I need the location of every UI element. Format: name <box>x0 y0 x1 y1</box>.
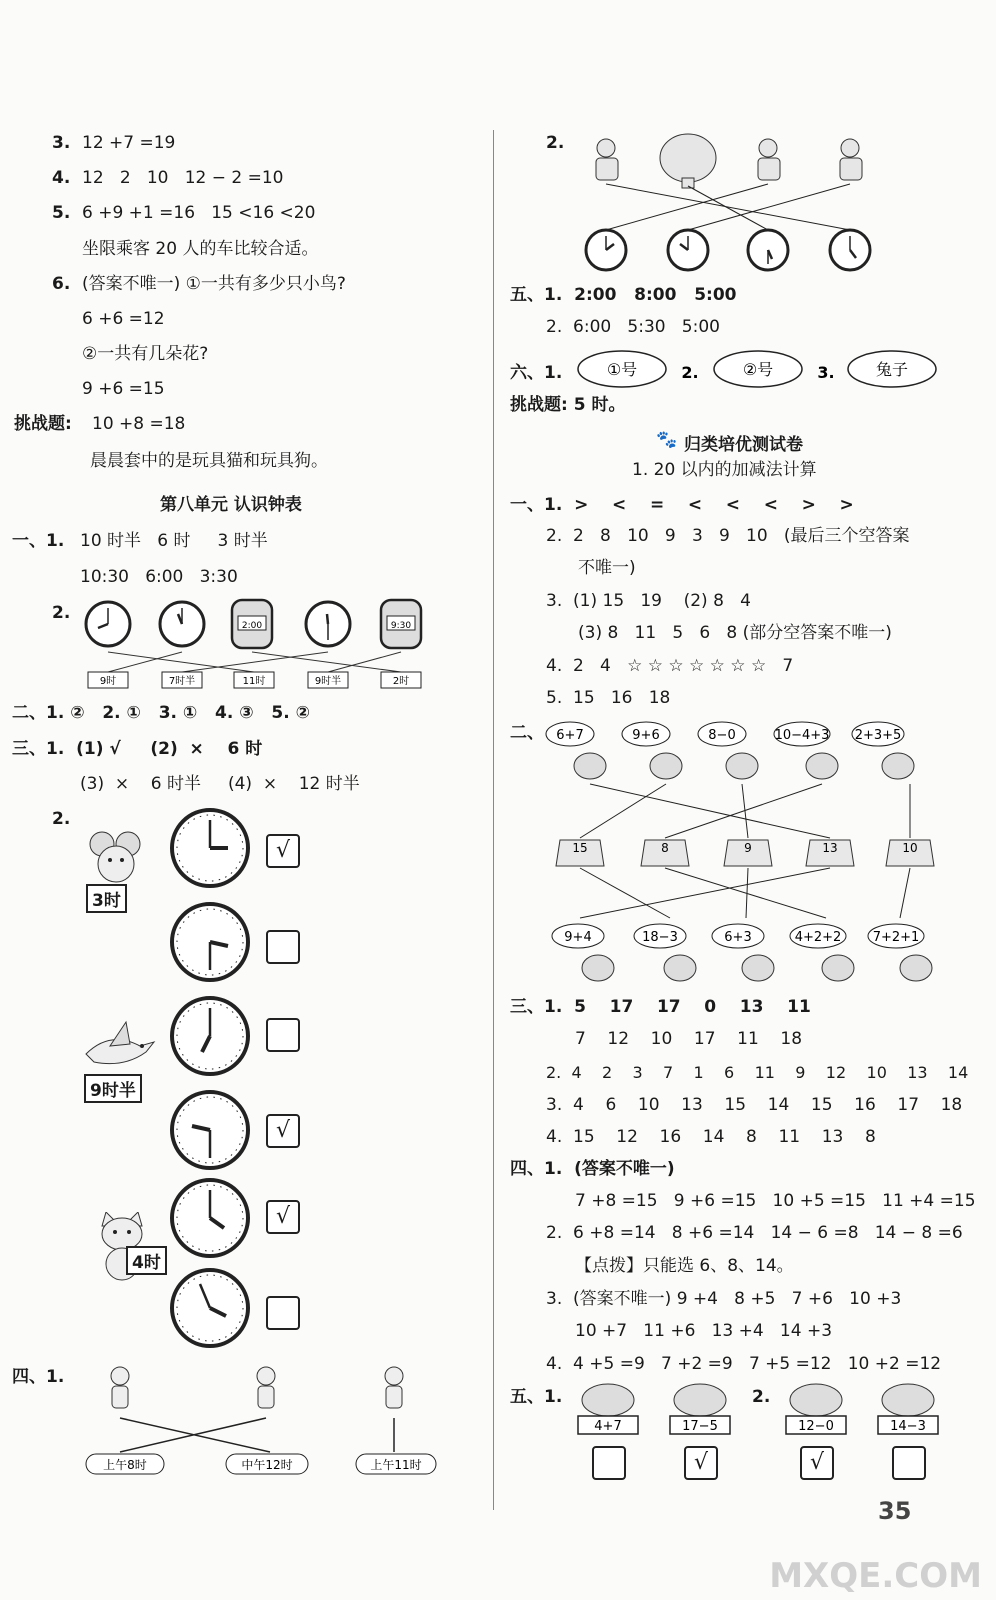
item-num: 4. <box>52 168 71 188</box>
svg-text:7+2+1: 7+2+1 <box>872 930 920 945</box>
clock-icon <box>172 998 248 1074</box>
clock-label: 9时 <box>99 676 117 687</box>
clock-icon <box>172 1180 248 1256</box>
check-box[interactable] <box>266 1296 300 1330</box>
answer-ovals <box>574 348 940 392</box>
bee-icon <box>852 722 914 779</box>
stump-icon <box>556 840 604 866</box>
digital-time: 9:30 <box>390 621 412 631</box>
answer-line: 6 +9 +1 =16 15 <16 <20 <box>82 203 316 223</box>
check-box[interactable] <box>266 1018 300 1052</box>
bee-matching-figure <box>540 718 960 988</box>
answer-line: 2. 2 8 10 9 3 9 10 (最后三个空答案 <box>546 526 910 546</box>
bee-icon <box>552 924 614 981</box>
check-box[interactable]: √ <box>266 1114 300 1148</box>
stump-icon <box>886 840 934 866</box>
svg-text:18−3: 18−3 <box>642 930 678 945</box>
clock-icon <box>586 230 626 270</box>
clock-label: 7时半 <box>168 676 196 687</box>
item-num: 2. <box>546 133 565 153</box>
answer-line: 4. 15 12 16 14 8 11 13 8 <box>546 1127 876 1147</box>
clock-label: 9时半 <box>314 676 342 687</box>
clock-icon <box>668 230 708 270</box>
item-num: 3. <box>817 363 835 382</box>
bee-icon <box>622 722 682 779</box>
svg-text:17−5: 17−5 <box>682 1419 718 1434</box>
answer-line: 3. (答案不唯一) 9 +4 8 +5 7 +6 10 +3 <box>546 1289 902 1309</box>
clock-column <box>166 808 260 1348</box>
activity-clock-figure <box>576 130 886 275</box>
clock-icon <box>748 230 788 270</box>
check-box[interactable]: √ <box>684 1446 718 1480</box>
answer-line: 不唯一) <box>578 558 636 578</box>
answer-line: 四、1. (答案不唯一) <box>510 1159 675 1179</box>
check-box[interactable]: √ <box>266 1200 300 1234</box>
section-label: 一、1. <box>12 531 65 551</box>
elephant-icon <box>578 1384 638 1434</box>
elephant-icon <box>786 1384 846 1434</box>
check-box[interactable] <box>892 1446 926 1480</box>
answer-line: 7 12 10 17 11 18 <box>575 1029 803 1049</box>
answer-line: 【点拨】只能选 6、8、14。 <box>575 1256 794 1276</box>
boy-icon <box>597 139 615 157</box>
challenge-answer: 10 +8 =18 <box>92 414 186 434</box>
item-num: 2. <box>52 809 71 829</box>
elephant-icon <box>670 1384 730 1434</box>
answer-line: 10:30 6:00 3:30 <box>80 567 238 587</box>
answer-line: 4. 2 4 ☆ ☆ ☆ ☆ ☆ ☆ ☆ 7 <box>546 656 794 676</box>
bee-icon <box>698 722 758 779</box>
time-tag: 中午12时 <box>241 1458 293 1472</box>
item-num: 6. <box>52 274 71 294</box>
mouse-icon <box>84 828 154 888</box>
check-box[interactable]: √ <box>266 834 300 868</box>
bee-icon <box>790 924 854 981</box>
answer-line: 5. 15 16 18 <box>546 688 671 708</box>
answer-line: (3) 8 11 5 6 8 (部分空答案不唯一) <box>578 623 892 643</box>
digital-time: 2:00 <box>241 621 263 631</box>
svg-text:12−0: 12−0 <box>798 1419 834 1434</box>
answer-line: 一、1. > < = < < < > > <box>510 495 854 515</box>
answer-line: 10 时半 6 时 3 时半 <box>80 531 268 551</box>
oval-answer: ②号 <box>742 360 774 379</box>
svg-text:4+7: 4+7 <box>594 1419 622 1434</box>
check-box[interactable] <box>266 930 300 964</box>
svg-text:14−3: 14−3 <box>890 1419 926 1434</box>
people-time-figure <box>80 1362 460 1482</box>
stump-icon <box>641 840 689 866</box>
svg-text:6+7: 6+7 <box>556 728 584 743</box>
clock-icon <box>86 602 130 646</box>
page-number: 35 <box>878 1497 912 1525</box>
svg-text:15: 15 <box>572 841 588 855</box>
clock-icon <box>172 810 248 886</box>
item-num: 2. <box>681 363 699 382</box>
svg-text:10: 10 <box>902 841 918 855</box>
oval-answer: ①号 <box>606 360 638 379</box>
check-box[interactable] <box>592 1446 626 1480</box>
answer-line: 3. 4 6 10 13 15 14 15 16 17 18 <box>546 1095 963 1115</box>
answer-line: 10 +7 11 +6 13 +4 14 +3 <box>575 1321 833 1341</box>
svg-text:10−4+3: 10−4+3 <box>774 728 830 743</box>
time-tag: 上午8时 <box>103 1458 147 1472</box>
bee-icon <box>634 924 696 981</box>
answer-line: 9 +6 =15 <box>82 379 165 399</box>
time-tag: 上午11时 <box>370 1458 422 1472</box>
svg-text:8: 8 <box>661 841 669 855</box>
item-num: 3. <box>52 133 71 153</box>
section-label: 五、1. <box>510 1387 563 1407</box>
answer-line: 五、1. 2:00 8:00 5:00 <box>510 285 737 305</box>
clock-label: 2时 <box>392 676 410 687</box>
section-label: 六、1. <box>510 363 563 383</box>
section-label: 二、 <box>510 723 544 743</box>
tree-icon <box>660 134 716 182</box>
boy-icon <box>111 1367 403 1408</box>
answer-line: 6 +6 =12 <box>82 309 165 329</box>
answer-line: 坐限乘客 20 人的车比较合适。 <box>82 239 319 259</box>
animal-time-label: 4时 <box>126 1246 167 1275</box>
svg-text:9: 9 <box>744 841 752 855</box>
bird-icon <box>80 1020 160 1076</box>
item-num: 2. <box>52 603 71 623</box>
answer-line: 三、1. 5 17 17 0 13 11 <box>510 997 811 1017</box>
bee-icon <box>774 722 838 779</box>
boy-icon <box>841 139 859 157</box>
answer-line: (3) × 6 时半 (4) × 12 时半 <box>80 774 360 794</box>
digital-clock-icon <box>381 600 421 648</box>
section-title: 归类培优测试卷 <box>684 435 803 455</box>
clock-icon <box>306 602 350 646</box>
oval-answer: 兔子 <box>875 360 909 379</box>
clock-icon <box>172 1092 248 1168</box>
column-divider <box>493 130 494 1510</box>
bee-icon <box>712 924 774 981</box>
svg-text:9+6: 9+6 <box>632 728 660 743</box>
challenge-line: 挑战题: 5 时。 <box>510 395 626 415</box>
check-box[interactable]: √ <box>800 1446 834 1480</box>
svg-text:8−0: 8−0 <box>708 728 736 743</box>
boy-icon <box>759 139 777 157</box>
answer-line: 3. (1) 15 19 (2) 8 4 <box>546 591 751 611</box>
item-num: 5. <box>52 203 71 223</box>
animal-time-label: 9时半 <box>84 1074 142 1103</box>
stump-icon <box>724 840 772 866</box>
elephant-icon <box>878 1384 938 1434</box>
section-subtitle: 1. 20 以内的加减法计算 <box>632 460 817 480</box>
bee-icon <box>546 722 606 779</box>
section-label: 四、1. <box>12 1367 65 1387</box>
challenge-label: 挑战题: <box>14 414 72 434</box>
answer-line: 7 +8 =15 9 +6 =15 10 +5 =15 11 +4 =15 <box>575 1191 976 1211</box>
answer-line: 12 +7 =19 <box>82 133 176 153</box>
answer-line: 2. 6:00 5:30 5:00 <box>546 317 720 337</box>
clock-matching-figure <box>76 596 436 696</box>
clock-icon <box>172 904 248 980</box>
svg-text:2+3+5: 2+3+5 <box>854 728 902 743</box>
clock-icon <box>172 1270 248 1346</box>
challenge-note: 晨晨套中的是玩具猫和玩具狗。 <box>90 451 328 471</box>
watermark: MXQE.COM <box>769 1556 982 1596</box>
answer-line: 2. 6 +8 =14 8 +6 =14 14 − 6 =8 14 − 8 =6 <box>546 1223 963 1243</box>
stump-icon <box>806 840 854 866</box>
svg-text:13: 13 <box>822 841 838 855</box>
clock-icon <box>160 602 204 646</box>
answer-line: ②一共有几朵花? <box>82 344 209 364</box>
answer-line: 2. 4 2 3 7 1 6 11 9 12 10 13 14 <box>546 1063 969 1082</box>
clock-icon <box>830 230 870 270</box>
answer-line: 12 2 10 12 − 2 =10 <box>82 168 284 188</box>
bee-icon <box>868 924 932 981</box>
svg-text:9+4: 9+4 <box>564 930 592 945</box>
animal-time-label: 3时 <box>86 884 127 913</box>
answer-line: 二、1. ② 2. ① 3. ① 4. ③ 5. ② <box>12 703 311 723</box>
clock-label: 11时 <box>242 676 266 687</box>
digital-clock-icon <box>232 600 272 648</box>
unit-title: 第八单元 认识钟表 <box>160 495 302 515</box>
answer-line: 三、1. (1) √ (2) × 6 时 <box>12 739 263 759</box>
svg-text:4+2+2: 4+2+2 <box>794 930 842 945</box>
item-num: 2. <box>752 1387 771 1407</box>
svg-text:6+3: 6+3 <box>724 930 752 945</box>
answer-line: (答案不唯一) ①一共有多少只小鸟? <box>82 274 346 294</box>
answer-line: 4. 4 +5 =9 7 +2 =9 7 +5 =12 10 +2 =12 <box>546 1354 942 1374</box>
paw-icon: 🐾 <box>656 430 678 450</box>
